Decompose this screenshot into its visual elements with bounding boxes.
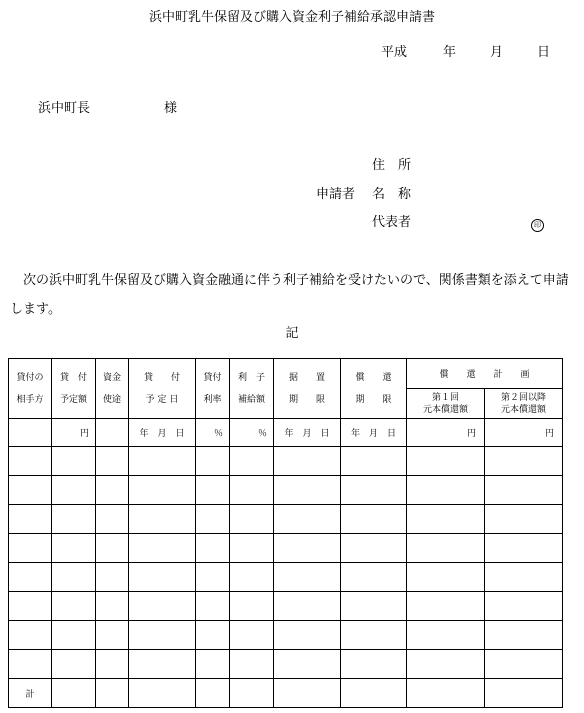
application-date (381, 41, 550, 60)
input-cell[interactable] (274, 650, 341, 679)
input-cell[interactable] (129, 592, 196, 621)
input-cell[interactable] (96, 650, 129, 679)
input-cell[interactable] (96, 534, 129, 563)
table-row (9, 650, 563, 679)
page-title: 浜中町乳牛保留及び購入資金利子補給承認申請書 (148, 10, 435, 25)
input-cell[interactable] (9, 447, 52, 476)
input-cell[interactable] (230, 505, 274, 534)
input-cell[interactable] (52, 563, 96, 592)
addressee-honorific: 様 (164, 101, 178, 116)
input-cell[interactable] (407, 563, 485, 592)
input-cell[interactable] (274, 621, 341, 650)
unit-cell: 円 (407, 419, 485, 447)
header-use: 資金 使途 (96, 359, 129, 419)
input-cell[interactable] (274, 592, 341, 621)
input-cell[interactable] (52, 621, 96, 650)
input-cell[interactable] (407, 505, 485, 534)
input-cell[interactable] (129, 563, 196, 592)
input-cell[interactable] (129, 679, 196, 708)
input-cell[interactable] (341, 447, 407, 476)
representative-label: 代表者 (372, 215, 412, 230)
input-cell[interactable] (230, 476, 274, 505)
input-cell[interactable] (485, 447, 563, 476)
total-row (9, 679, 563, 708)
header-loan-date: 貸 付 予 定 日 (129, 359, 196, 419)
input-cell[interactable] (96, 447, 129, 476)
input-cell[interactable] (196, 563, 230, 592)
header-rate: 貸付 利率 (196, 359, 230, 419)
input-cell[interactable] (230, 650, 274, 679)
intro-text: 次の浜中町乳牛保留及び購入資金融通に伴う利子補給を受けたいので、関係書類を添えて申請します。 (10, 273, 569, 317)
seal-mark-icon: 印 (531, 212, 544, 232)
unit-cell: 年 月 日 (274, 419, 341, 447)
input-cell[interactable] (230, 447, 274, 476)
input-cell[interactable] (196, 534, 230, 563)
table-row (9, 592, 563, 621)
applicant-label: 申請者 (316, 187, 356, 202)
input-cell[interactable] (129, 476, 196, 505)
input-cell[interactable] (9, 621, 52, 650)
input-cell[interactable] (9, 476, 52, 505)
input-cell[interactable] (129, 505, 196, 534)
input-cell[interactable] (485, 563, 563, 592)
header-first-repayment: 第１回 元本償還額 (407, 389, 485, 419)
unit-cell: 円 (52, 419, 96, 447)
addressee (38, 97, 177, 116)
table-row (9, 447, 563, 476)
input-cell[interactable] (485, 476, 563, 505)
table-row (9, 505, 563, 534)
input-cell[interactable] (230, 679, 274, 708)
date-era: 平成 (380, 45, 407, 60)
input-cell[interactable] (485, 621, 563, 650)
input-cell[interactable] (230, 534, 274, 563)
input-cell[interactable] (52, 534, 96, 563)
header-grace-period: 据 置 期 限 (274, 359, 341, 419)
input-cell[interactable] (196, 621, 230, 650)
input-cell[interactable] (96, 679, 129, 708)
input-cell[interactable] (341, 592, 407, 621)
input-cell[interactable] (230, 563, 274, 592)
input-cell[interactable] (274, 679, 341, 708)
header-later-repayment: 第２回以降 元本償還額 (485, 389, 563, 419)
input-cell[interactable] (96, 592, 129, 621)
input-cell[interactable] (129, 621, 196, 650)
table-row (9, 621, 563, 650)
input-cell[interactable] (129, 650, 196, 679)
input-cell[interactable] (9, 534, 52, 563)
input-cell[interactable] (52, 476, 96, 505)
input-cell[interactable] (274, 505, 341, 534)
input-cell[interactable] (407, 621, 485, 650)
input-cell[interactable] (196, 679, 230, 708)
input-cell[interactable] (485, 679, 563, 708)
addressee-name: 浜中町長 (38, 101, 91, 116)
unit-cell: ％ (230, 419, 274, 447)
address-label: 住 所 (372, 158, 412, 173)
note-mark: 記 (285, 326, 299, 341)
date-year: 年 (442, 45, 456, 60)
date-month: 月 (489, 45, 503, 60)
input-cell[interactable] (341, 534, 407, 563)
unit-cell: 年 月 日 (129, 419, 196, 447)
input-cell[interactable] (407, 650, 485, 679)
header-borrower: 貸付の 相手方 (9, 359, 52, 419)
input-cell[interactable] (96, 621, 129, 650)
name-label: 名 称 (372, 187, 412, 202)
input-cell[interactable] (274, 476, 341, 505)
input-cell[interactable] (407, 592, 485, 621)
input-cell[interactable] (485, 505, 563, 534)
unit-cell: ％ (196, 419, 230, 447)
input-cell[interactable] (9, 592, 52, 621)
header-repayment-plan: 償 還 計 画 (407, 359, 563, 389)
input-cell[interactable] (407, 679, 485, 708)
input-cell[interactable] (96, 563, 129, 592)
input-cell[interactable] (196, 505, 230, 534)
input-cell[interactable] (407, 447, 485, 476)
input-cell[interactable] (407, 534, 485, 563)
input-cell[interactable] (274, 447, 341, 476)
header-subsidy: 利 子 補給額 (230, 359, 274, 419)
table-row (9, 476, 563, 505)
input-cell[interactable] (485, 534, 563, 563)
unit-cell (9, 419, 52, 447)
input-cell[interactable] (52, 447, 96, 476)
input-cell[interactable] (52, 650, 96, 679)
unit-cell (96, 419, 129, 447)
unit-cell: 円 (485, 419, 563, 447)
input-cell[interactable] (129, 447, 196, 476)
header-amount: 貸 付 予定額 (52, 359, 96, 419)
input-cell[interactable] (274, 563, 341, 592)
input-cell[interactable] (341, 563, 407, 592)
input-cell[interactable] (9, 505, 52, 534)
input-cell[interactable] (407, 476, 485, 505)
unit-cell: 年 月 日 (341, 419, 407, 447)
input-cell[interactable] (341, 621, 407, 650)
input-cell[interactable] (341, 679, 407, 708)
input-cell[interactable] (341, 505, 407, 534)
input-cell[interactable] (341, 476, 407, 505)
input-cell[interactable] (9, 650, 52, 679)
header-repayment-term: 償 還 期 限 (341, 359, 407, 419)
input-cell[interactable] (230, 621, 274, 650)
date-day: 日 (536, 45, 550, 60)
loan-table (8, 358, 563, 708)
table-row (9, 534, 563, 563)
table-row (9, 563, 563, 592)
input-cell[interactable] (96, 505, 129, 534)
unit-row (9, 419, 563, 447)
input-cell[interactable] (274, 534, 341, 563)
input-cell[interactable] (230, 592, 274, 621)
input-cell[interactable] (9, 563, 52, 592)
input-cell[interactable] (129, 534, 196, 563)
input-cell[interactable] (341, 650, 407, 679)
input-cell[interactable] (485, 650, 563, 679)
input-cell[interactable] (196, 592, 230, 621)
input-cell[interactable] (196, 447, 230, 476)
input-cell[interactable] (196, 476, 230, 505)
total-label: 計 (9, 679, 52, 708)
input-cell[interactable] (96, 476, 129, 505)
input-cell[interactable] (485, 592, 563, 621)
input-cell[interactable] (52, 679, 96, 708)
input-cell[interactable] (196, 650, 230, 679)
input-cell[interactable] (52, 505, 96, 534)
input-cell[interactable] (52, 592, 96, 621)
